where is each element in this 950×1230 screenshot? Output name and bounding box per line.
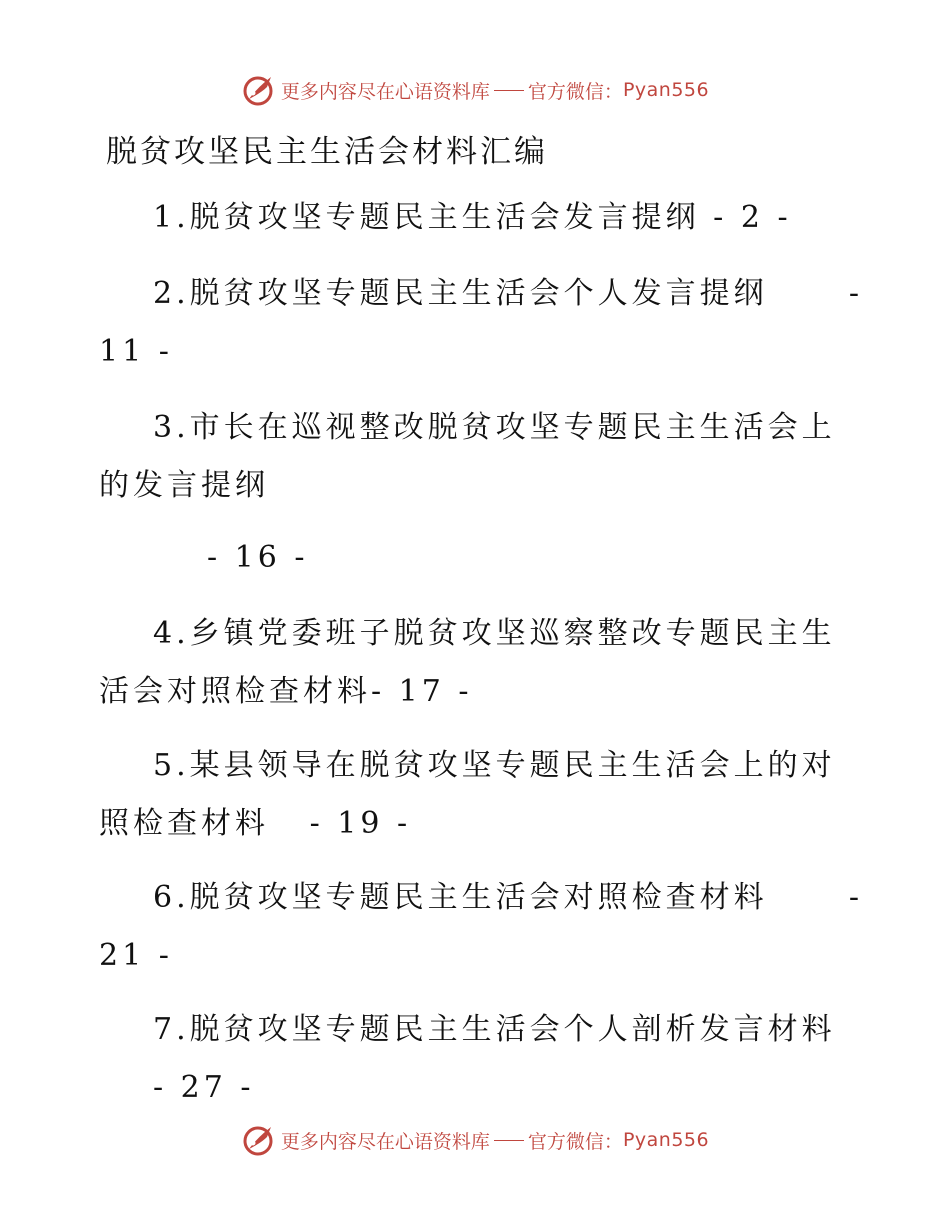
toc-item-3-line-2: 的发言提纲: [99, 468, 269, 503]
toc-item-7-line-1: 7.脱贫攻坚专题民主生活会个人剖析发言材料: [153, 1012, 836, 1047]
document-title: 脱贫攻坚民主生活会材料汇编: [106, 134, 548, 170]
watermark-official-label: 官方微信：: [527, 1130, 623, 1153]
watermark-brand-text: 更多内容尽在心语资料库: [280, 1130, 490, 1153]
watermark-official-label: 官方微信：: [527, 80, 623, 103]
quill-swirl-icon: [241, 73, 275, 107]
toc-item-4-line-2: 活会对照检查材料- 17 -: [99, 674, 473, 709]
toc-item-1-line-1: 1.脱贫攻坚专题民主生活会发言提纲 - 2 -: [153, 200, 792, 235]
toc-item-6-line-1: 6.脱贫攻坚专题民主生活会对照检查材料 -: [153, 880, 863, 915]
header-watermark: [0, 70, 950, 110]
toc-item-6-line-2: 21 -: [99, 938, 173, 973]
toc-item-5-line-2: 照检查材料 - 19 -: [99, 806, 412, 841]
toc-item-3-line-3: - 16 -: [207, 540, 309, 575]
toc-item-5-line-1: 5.某县领导在脱贫攻坚专题民主生活会上的对: [153, 748, 836, 783]
footer-watermark: [0, 1120, 950, 1160]
toc-item-4-line-1: 4.乡镇党委班子脱贫攻坚巡察整改专题民主生: [153, 616, 836, 651]
toc-item-2-line-2: 11 -: [99, 334, 173, 369]
watermark-wechat-id: Pyan556: [622, 1129, 710, 1151]
watermark-brand-text: 更多内容尽在心语资料库: [280, 80, 490, 103]
toc-item-3-line-1: 3.市长在巡视整改脱贫攻坚专题民主生活会上: [153, 410, 836, 445]
watermark-divider: [494, 90, 524, 91]
toc-item-2-line-1: 2.脱贫攻坚专题民主生活会个人发言提纲 -: [153, 276, 863, 311]
toc-item-7-line-2: - 27 -: [153, 1070, 255, 1105]
quill-swirl-icon: [241, 1123, 275, 1157]
watermark-divider: [494, 1140, 524, 1141]
watermark-wechat-id: Pyan556: [622, 79, 710, 101]
